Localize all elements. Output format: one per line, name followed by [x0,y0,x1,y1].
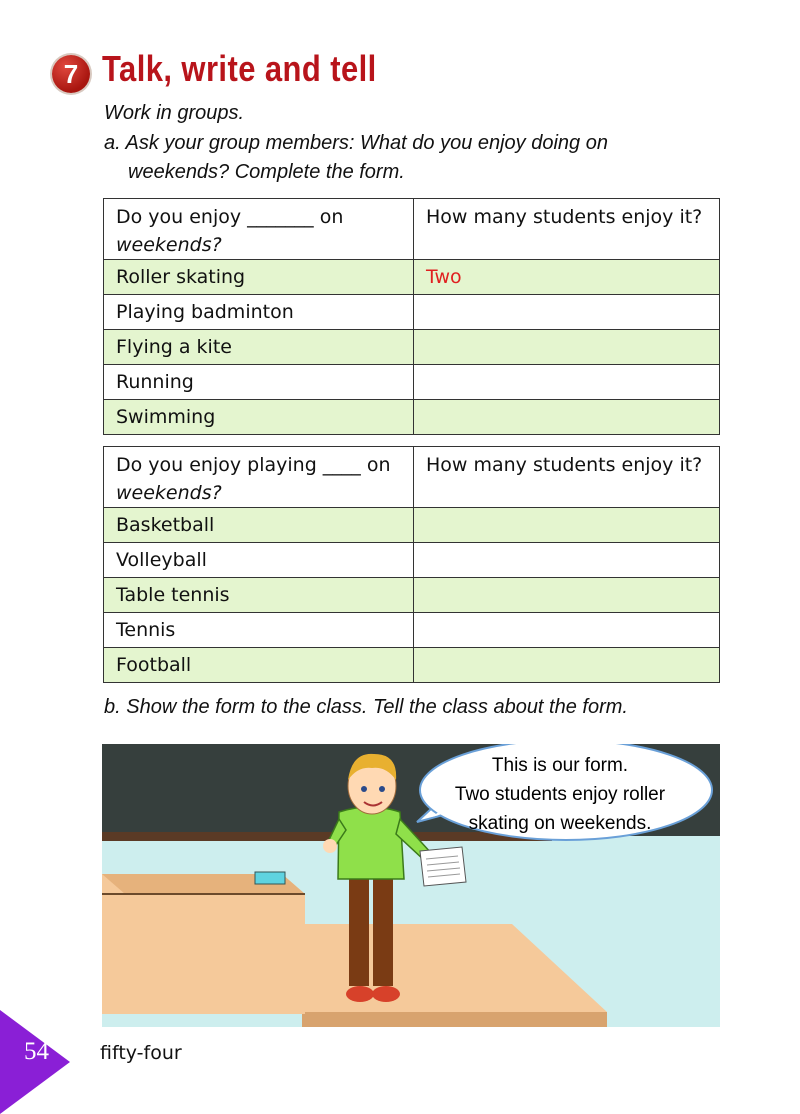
instruction-text: Work in groups. [104,102,245,124]
header-question [104,199,414,260]
bubble-line1: This is our form. [491,754,629,776]
activity-cell: Running [104,365,414,400]
header-question [104,447,414,508]
activity-cell: Basketball [104,508,414,543]
table-row [104,508,720,543]
table-row [104,330,720,365]
table-row [104,400,720,435]
header-question-line1: Do you enjoy _______ on [116,206,344,228]
answer-cell[interactable] [414,365,720,400]
page-number: 54 [24,1038,49,1065]
table-row [104,365,720,400]
part-a-line2: weekends? Complete the form. [128,161,405,183]
book-on-desk [255,872,285,884]
classroom-illustration [102,744,720,1027]
table-header-row [104,199,720,260]
answer-cell[interactable] [414,578,720,613]
header-question-line2: weekends? [116,234,222,256]
header-count: How many students enjoy it? [414,447,720,508]
survey-table-1 [103,198,720,435]
part-b-text: b. Show the form to the class. Tell the class about the form. [104,696,628,718]
bubble-line2: Two students enjoy roller [454,783,666,805]
activity-cell: Playing badminton [104,295,414,330]
activity-cell: Football [104,648,414,683]
header-count: How many students enjoy it? [414,199,720,260]
answer-cell[interactable] [414,400,720,435]
answer-cell[interactable] [414,295,720,330]
answer-cell[interactable] [414,648,720,683]
activity-cell: Swimming [104,400,414,435]
activity-cell: Table tennis [104,578,414,613]
platform-edge [302,1012,607,1027]
bubble-line3: skating on weekends. [468,812,652,834]
part-a-line1: a. Ask your group members: What do you enjoy doing on [104,132,608,154]
activity-cell: Flying a kite [104,330,414,365]
table-row [104,295,720,330]
table-row [104,578,720,613]
survey-table-2 [103,446,720,683]
answer-cell[interactable]: Two [414,260,720,295]
speech-bubble [417,744,712,840]
table-row [104,543,720,578]
activity-cell: Tennis [104,613,414,648]
exercise-title: Talk, write and tell [102,48,377,89]
page-number-word: fifty-four [100,1042,182,1064]
activity-cell: Roller skating [104,260,414,295]
form-paper [420,847,466,886]
exercise-number-badge: 7 [52,55,90,93]
answer-cell[interactable] [414,508,720,543]
table-row [104,613,720,648]
table-row [104,648,720,683]
answer-cell[interactable] [414,613,720,648]
activity-cell: Volleyball [104,543,414,578]
answer-cell[interactable] [414,543,720,578]
table-header-row [104,447,720,508]
answer-cell[interactable] [414,330,720,365]
table-row [104,260,720,295]
header-question-line1: Do you enjoy playing ____ on [116,454,391,476]
header-question-line2: weekends? [116,482,222,504]
